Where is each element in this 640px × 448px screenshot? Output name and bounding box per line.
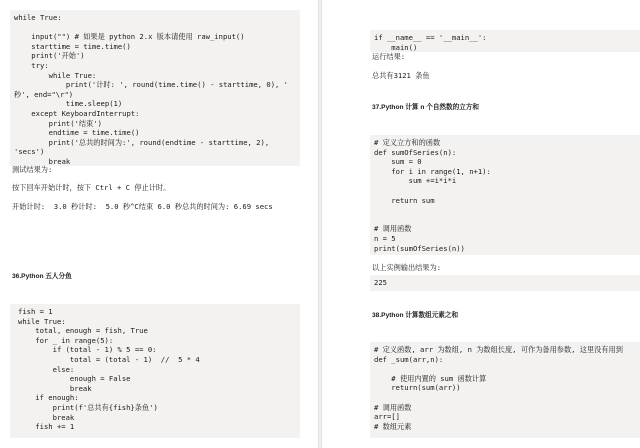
- code-block-cube-sum: [370, 135, 640, 255]
- code-line: arr=[]: [374, 412, 400, 422]
- code-line: except KeyboardInterrupt:: [14, 108, 140, 118]
- code-line: # 使用内置的 sum 函数计算: [374, 373, 487, 383]
- code-line: def _sum(arr,n):: [374, 354, 444, 364]
- instruction-text: 按下回车开始计时，按下 Ctrl + C 停止计时。: [12, 183, 171, 192]
- code-line: fish += 1: [18, 422, 75, 432]
- code-line: 开始: [12, 202, 27, 211]
- code-line: return(sum(arr)): [374, 383, 461, 393]
- heading-36: 36.Python 五人分鱼: [12, 273, 72, 280]
- code-line: if __name__ == '__main__':: [374, 33, 487, 42]
- code-line: def sumOfSeries(n):: [374, 147, 457, 157]
- left-page: [0, 0, 318, 448]
- code-line: n = 5: [374, 233, 396, 243]
- code-line: for i in range(1, n+1):: [374, 166, 491, 176]
- code-block-main-call: [370, 30, 640, 52]
- code-line: [374, 186, 640, 196]
- code-line: print(f'总共有{fish}条鱼'): [18, 402, 158, 412]
- code-line: input("") # 如果是 python 2.x 版本请使用 raw_input(): [14, 32, 245, 42]
- code-line: 225: [374, 278, 387, 287]
- code-line: total, enough = fish, True: [18, 326, 148, 336]
- code-line: for _ in range(5):: [18, 335, 114, 345]
- output-block: [12, 202, 273, 212]
- code-line: main(): [374, 42, 418, 52]
- code-line: 秒', end="\r"): [14, 89, 74, 99]
- code-line: enough = False: [18, 374, 131, 384]
- code-line: sum +=i*i*i: [374, 176, 457, 186]
- code-line: print(sumOfSeries(n)): [374, 243, 465, 253]
- code-line: print('开始'): [14, 51, 85, 61]
- code-line: 总共的时间为: 6.69 secs: [181, 202, 273, 211]
- code-line: [14, 23, 300, 33]
- run-result-label: 运行结果:: [372, 52, 406, 61]
- code-block-array-sum: [370, 342, 640, 438]
- code-line: if (total - 1) % 5 == 0:: [18, 345, 157, 355]
- code-line: print('结束'): [14, 118, 102, 128]
- code-line: # 调用函数: [374, 224, 412, 234]
- code-line: while True:: [14, 70, 97, 80]
- code-line: time.sleep(1): [14, 99, 123, 109]
- code-block-stopwatch: [10, 10, 300, 166]
- code-line: total = (total - 1) // 5 * 4: [18, 354, 200, 364]
- code-line: print('总共的时间为:', round(endtime - starttime, 2),: [14, 137, 270, 147]
- code-line: [374, 205, 640, 215]
- code-line: ^C结束 6.0 秒: [130, 202, 182, 211]
- code-line: [374, 364, 640, 374]
- heading-38: 38.Python 计算数组元素之和: [372, 312, 459, 319]
- fish-result-text: 总共有3121 条鱼: [372, 71, 430, 80]
- code-line: break: [18, 383, 92, 393]
- code-line: [374, 393, 640, 403]
- code-line: # 调用函数: [374, 402, 412, 412]
- code-line: if enough:: [18, 393, 79, 403]
- code-line: # 数组元素: [374, 421, 412, 431]
- code-line: print('计时: ', round(time.time() - starttime, 0), ': [14, 80, 289, 90]
- code-line: # 定义立方和的函数: [374, 138, 441, 147]
- code-line: endtime = time.time(): [14, 128, 140, 138]
- example-output-label: 以上实例输出结果为:: [372, 263, 442, 272]
- code-line: else:: [18, 364, 75, 374]
- code-block-fish: [10, 304, 300, 438]
- code-line: while True:: [18, 316, 66, 326]
- code-line: 计时: 3.0 秒: [26, 202, 79, 211]
- code-line: break: [18, 412, 75, 422]
- code-line: while True:: [14, 13, 62, 22]
- code-line: 计时: 5.0 秒: [78, 202, 131, 211]
- code-line: # 定义函数, arr 为数组, n 为数组长度, 可作为备用参数, 这里没有用到: [374, 345, 623, 354]
- code-line: 'secs'): [14, 147, 45, 157]
- code-line: try:: [14, 60, 49, 70]
- code-line: return sum: [374, 195, 435, 205]
- heading-37: 37.Python 计算 n 个自然数的立方和: [372, 104, 479, 111]
- code-line: [374, 215, 640, 225]
- code-line: fish = 1: [18, 307, 53, 316]
- right-page: [322, 0, 640, 448]
- code-line: break: [14, 156, 71, 166]
- code-line: sum = 0: [374, 157, 422, 167]
- test-result-label: 测试结果为:: [12, 165, 53, 174]
- code-line: starttime = time.time(): [14, 41, 131, 51]
- output-value-block: [370, 275, 640, 291]
